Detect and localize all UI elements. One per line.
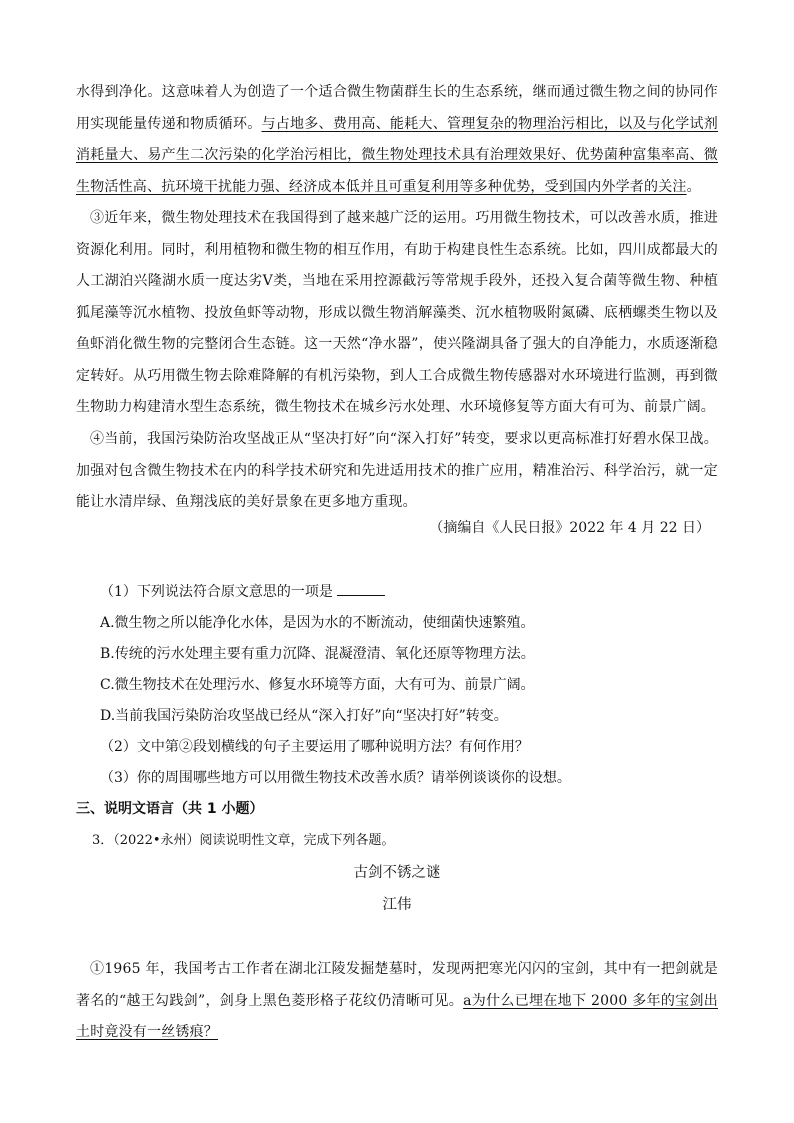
paragraph-end-mark: 。 bbox=[686, 178, 701, 195]
underlined-sentence: 与占地多、费用高、能耗大、管理复杂的物理治污相比，以及与化学试剂消耗量大、易产生二次污染的化学治污相比，微生物处理技术具有治理效果好、优势菌种富集率高、微生物活性高、抗环境干扰能力强、经济成本低并且可重复利用等多种优势，受到国内外学者的关注 bbox=[76, 115, 718, 195]
paragraph-4: ④当前，我国污染防治攻坚战正从“坚决打好”向“深入打好”转变，要求以更高标准打好碧水保卫战。加强对包含微生物技术在内的科学技术研究和先进适用技术的推广应用，精准治污、科学治污，就一定能让水清岸绿、鱼翔浅底的美好景象在更多地方重现。 bbox=[76, 431, 718, 510]
question-2: （2）文中第②段划横线的句子主要运用了哪种说明方法？有何作用？ bbox=[100, 739, 529, 755]
question-1 bbox=[100, 582, 385, 602]
paragraph-2-continued bbox=[76, 77, 718, 203]
paragraph-text: ①1965 年，我国考古工作者在湖北江陵发掘楚墓时，发现两把寒光闪闪的宝剑，其中有一把剑就是著名的“越王勾践剑”，剑身上黑色菱形格子花纹仍清晰可见。 bbox=[76, 961, 718, 1009]
option-b: B.传统的污水处理主要有重力沉降、混凝澄清、氧化还原等物理方法。 bbox=[100, 646, 535, 662]
question-intro: 3．（2022•永州）阅读说明性文章，完成下列各题。 bbox=[92, 833, 395, 848]
question-1-text: （1）下列说法符合原文意思的一项是 bbox=[100, 584, 333, 600]
answer-blank[interactable] bbox=[337, 583, 385, 596]
option-c: C.微生物技术在处理污水、修复水环境等方面，大有可为、前景广阔。 bbox=[100, 677, 535, 693]
source-citation: （摘编自《人民日报》2022 年 4 月 22 日） bbox=[429, 520, 710, 536]
paragraph-text: 水得到净化。这意味着人为创造了一个适合微生物菌群生长的生态系统，继而通过微生物之间的协同作用实现能量传递和物质循环。 bbox=[76, 84, 718, 132]
option-a: A.微生物之所以能净化水体，是因为水的不断流动，使细菌快速繁殖。 bbox=[100, 615, 535, 631]
section-heading: 三、说明文语言（共 1 小题） bbox=[76, 801, 264, 817]
article-paragraph-1 bbox=[76, 954, 718, 1049]
underlined-question-a: a为什么已埋在地下 2000 多年的宝剑出土时竟没有一丝锈痕？ bbox=[76, 992, 719, 1040]
article-title: 古剑不锈之谜 bbox=[353, 865, 441, 881]
question-3: （3）你的周围哪些地方可以用微生物技术改善水质？请举例谈谈你的设想。 bbox=[100, 770, 571, 786]
article-author: 江伟 bbox=[382, 897, 412, 913]
paragraph-3: ③近年来，微生物处理技术在我国得到了越来越广泛的运用。巧用微生物技术，可以改善水质，推进资源化利用。同时，利用植物和微生物的相互作用，有助于构建良性生态系统。比如，四川成都最大的人工湖泊兴隆湖水质一度达劣Ⅴ类，当地在采用控源截污等常规手段外，还投入复合菌等微生物、种植狐尾藻等沉水植物、投放鱼虾等动物，形成以微生物消解藻类、沉水植物吸附氮磷、底栖螺类生物以及鱼虾消化微生物的完整闭合生态链。这一天然“净水器”，使兴隆湖具备了强大的自净能力，水质逐渐稳定转好。从巧用微生物去除难降解的有机污染物，到人工合成微生物传感器对水环境进行监测，再到微生物助力构建清水型生态系统，微生物技术在城乡污水处理、水环境修复等方面大有可为、前景广阔。 bbox=[76, 210, 718, 415]
option-d: D.当前我国污染防治攻坚战已经从“深入打好”向“坚决打好”转变。 bbox=[100, 708, 508, 724]
